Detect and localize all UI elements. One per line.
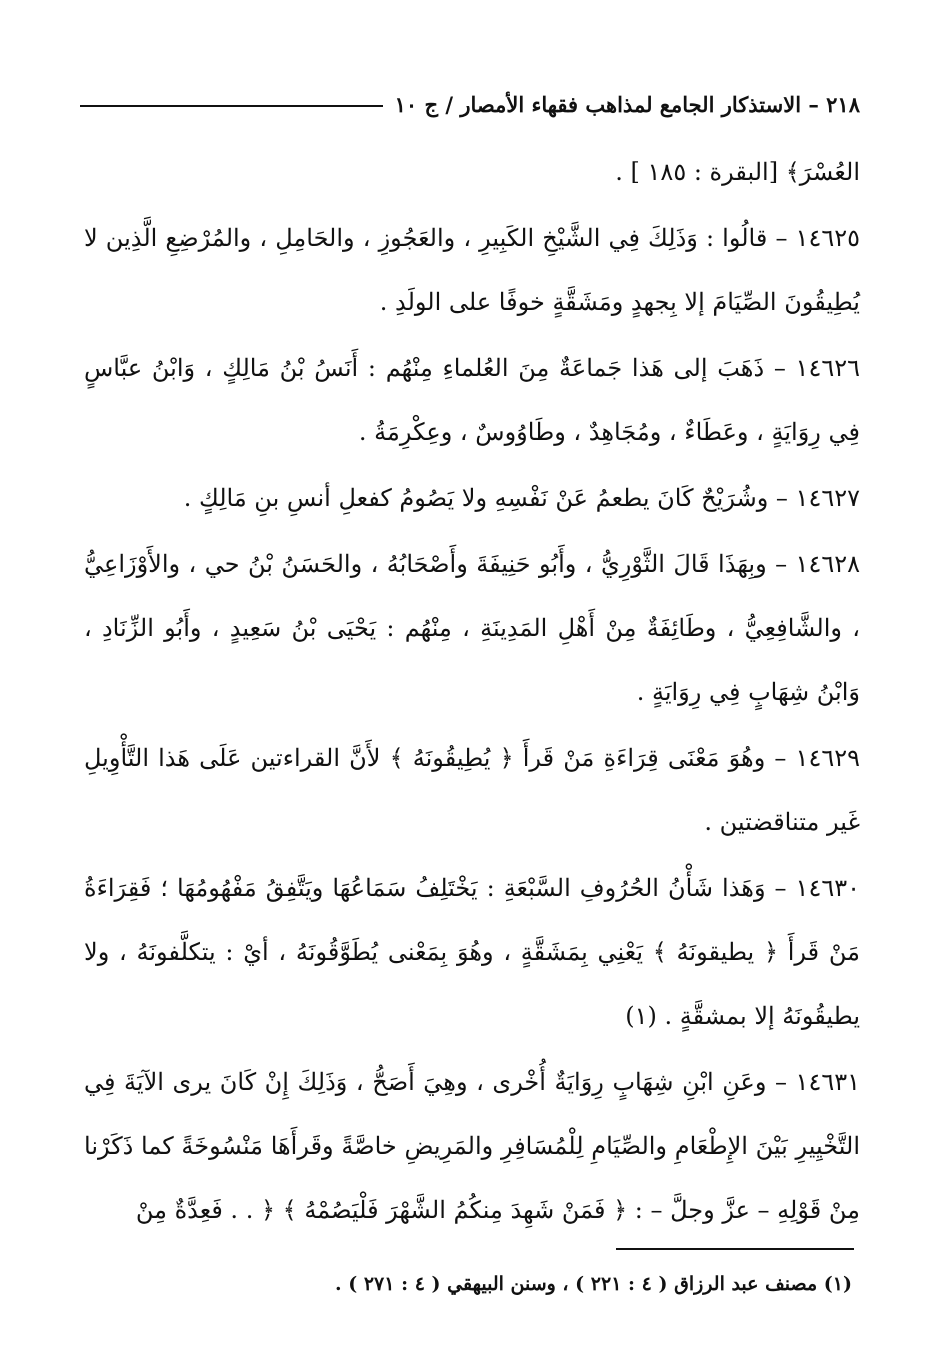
paragraph-14629: ١٤٦٢٩ – وهُوَ مَعْنَى قِرَاءَةِ مَنْ قَرأَ ﴿ يُطِيقُونَهُ ﴾ لأَنَّ القراءتين عَلَى هَذا التَّأْوِيلِ غَير متناقضتين .	[84, 744, 860, 836]
header-rule	[80, 105, 383, 107]
paragraph-14627: ١٤٦٢٧ – وشُرَيْحٌ كَانَ يطعمُ عَنْ نَفْسِهِ ولا يَصُومُ كفعلِ أنسِ بنِ مَالِكٍ .	[183, 484, 860, 512]
paragraph-14626: ١٤٦٢٦ – ذَهَبَ إلى هَذا جَماعَةٌ مِنَ العُلماءِ مِنْهُم : أَنَسُ بْنُ مَالِكٍ ، وَابْنُ عبَّاسٍ فِي رِوَايَةٍ ، وعَطَاءٌ ، ومُجَاهِدٌ ، وطَاوُوسٌ ، وعِكْرِمَةُ .	[84, 354, 860, 446]
paragraph-14631: ١٤٦٣١ – وعَنِ ابْنِ شِهَابٍ رِوَايَةٌ أُخْرى ، وهِيَ أَصَحُّ ، وَذَلِكَ إِنْ كَانَ يرى الآيَةَ فِي التَّخْيِيرِ بَيْنَ الإِطْعَامِ والصِّيَامِ لِلْمُسَافِرِ والمَرِيضِ خاصَّةً وقَرأَهَا مَنْسُوخَةً كما ذَكَرْنا مِنْ قَوْلِهِ – عزَّ وجلَّ – : ﴿ فَمَنْ شَهِدَ مِنكُمُ الشَّهْرَ فَلْيَصُمْهُ ﴾ ﴿ . . فَعِدَّةٌ مِنْ	[84, 1068, 861, 1224]
footnote: (١) مصنف عبد الرزاق ( ٤ : ٢٢١ ) ، وسنن البيهقي ( ٤ : ٢٧١ ) .	[335, 1273, 852, 1295]
running-title: ٢١٨ – الاستذكار الجامع لمذاهب فقهاء الأمصار / ج ١٠	[394, 91, 860, 117]
footnote-separator	[616, 1248, 854, 1250]
paragraph-14630: ١٤٦٣٠ – وَهَذا شَأْنُ الحُرُوفِ السَّبْعَةِ : يَخْتَلِفُ سَمَاعُهَا ويَتَّفِقُ مَفْهُومُهَا ؛ فَقِرَاءَةُ مَنْ قَرأَ ﴿ يطيقونَهُ ﴾ يَعْنِي بِمَشَقَّةٍ ، وهُوَ بِمَعْنى يُطَوَّقُونَهُ ، أيْ : يتكلَّفونَهُ ، ولا يطيقُونَهُ إلا بمشقَّةٍ . (١)	[84, 874, 860, 1030]
body-text	[84, 140, 860, 1242]
paragraph-continuation: العُسْرَ﴾ [البقرة : ١٨٥ ] .	[615, 158, 860, 186]
paragraph-14625: ١٤٦٢٥ – قالُوا : وَذَلِكَ فِي الشَّيْخِ الكَبِيرِ ، والعَجُوزِ ، والحَامِلِ ، والمُرْضِعِ الَّذِين لا يُطِيقُونَ الصِّيَامَ إلا بِجهدٍ ومَشَقَّةٍ خوفًا على الولَدِ .	[84, 224, 860, 316]
running-header	[80, 84, 860, 124]
paragraph-14628: ١٤٦٢٨ – وبِهَذَا قَالَ الثَّوْرِيُّ ، وأَبُو حَنِيفَةَ وأَصْحَابُهُ ، والحَسَنُ بْنُ حي ، والأَوْزَاعِيُّ ، والشَّافِعِيُّ ، وطَائِفَةٌ مِنْ أَهْلِ المَدِينَةِ ، مِنْهُم : يَحْيَى بْنُ سَعِيدٍ ، وأَبُو الزِّنَادِ ، وَابْنُ شِهَابٍ فِي رِوَايَةٍ .	[84, 550, 860, 706]
